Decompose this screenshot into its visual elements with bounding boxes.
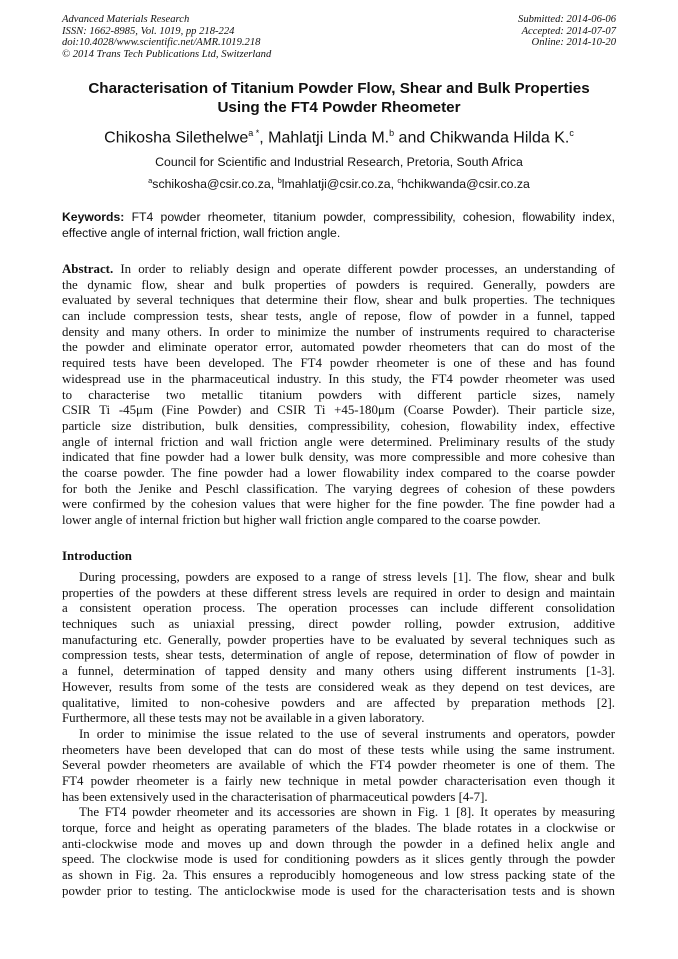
issn-line: ISSN: 1662-8985, Vol. 1019, pp 218-224	[62, 25, 235, 37]
abstract-line: the dynamic flow, shear and bulk properties of powders is required. Generally, powders are	[62, 277, 615, 292]
email-link[interactable]: schikosha@csir.co.za	[152, 177, 271, 192]
abstract-line: for both the Jenike and Peschl classification. The varying degrees of cohesion of these powders	[62, 481, 615, 496]
paragraph-line: powder prior to testing. The anticlockwise mode is used for the characterisation tests and is shown	[62, 883, 615, 898]
paragraph-line: During processing, powders are exposed to a range of stress levels [1]. The flow, shear and bulk	[79, 570, 615, 584]
abstract	[62, 262, 615, 529]
paragraph-line: anti-clockwise mode and moves up and down through the powder in a defined helix angle and	[62, 836, 615, 851]
keywords-label: Keywords:	[62, 210, 125, 224]
email-sup: a	[148, 176, 153, 185]
paragraph-line: rheometers have been developed that can do most of these tests while using the same instrument.	[62, 742, 615, 757]
email-sup: c	[397, 176, 402, 185]
email-sep: ,	[270, 177, 278, 192]
abstract-line	[62, 262, 615, 278]
abstract-line: required tests have been developed. The FT4 powder rheometer is one of these and has found	[62, 356, 615, 371]
author-sup: c	[569, 128, 574, 138]
paragraph-line: torque, force and height as operating parameters of the blades. The blade rotates in a clockwise or	[62, 821, 615, 835]
abstract-line: can include compression tests, shear tests, angle of repose, flow of powder in a funnel, tapped	[62, 309, 615, 324]
paper-title	[40, 80, 638, 117]
doi-line: doi:10.4028/www.scientific.net/AMR.1019.218	[62, 37, 261, 49]
abstract-text: In order to reliably design and operate different powder processes, an understanding of	[113, 262, 615, 276]
title-line: Using the FT4 Powder Rheometer	[217, 98, 461, 116]
email-link[interactable]: lmahlatji@csir.co.za	[281, 177, 391, 192]
abstract-line: density and many others. In order to minimize the number of instruments required to characterise	[62, 324, 615, 339]
paragraph-line: Several powder rheometers are available of which the FT4 powder rheometer is one of them. The	[62, 758, 615, 773]
paragraph-line: a funnel, determination of tapped density and many others using different instruments [1-3].	[62, 664, 615, 679]
paragraph-line: Furthermore, all these tests may not be available in a given laboratory.	[62, 711, 425, 726]
submitted-date: Submitted: 2014-06-06	[518, 14, 616, 25]
abstract-line: angle of internal friction and wall friction angle were determined. Preliminary results of the study	[62, 434, 615, 449]
paragraph-line: qualitative, limited to non-cohesive powders and are affected by preparation methods [2].	[62, 695, 615, 710]
keywords-text: FT4 powder rheometer, titanium powder, compressibility, cohesion, flowability index,	[124, 210, 615, 224]
paragraph-line: speed. The clockwise mode is used for conditioning powders as it slices gently through the powder	[62, 852, 615, 867]
author-name: Chikosha Silethelwe	[104, 129, 249, 147]
abstract-label: Abstract.	[62, 262, 114, 276]
abstract-line: the powder and eliminate operator error, automated powder rheometers that can do most of the	[62, 340, 615, 355]
paragraph-line: The FT4 powder rheometer and its accessories are shown in Fig. 1 [8]. It operates by measuring	[79, 805, 615, 820]
paragraph-line: techniques such as uniaxial pressing, direct powder rolling, powder extrusion, additive	[62, 617, 615, 632]
paragraph	[62, 727, 615, 805]
paragraph-line: properties of the powders at these different stress levels are required in order to design and maintain	[62, 585, 615, 600]
email-link[interactable]: hchikwanda@csir.co.za	[401, 177, 530, 192]
paragraph-line: manufacturing etc. Generally, powder properties have to be evaluated by several techniques such as	[62, 632, 615, 647]
paragraph-line: has been extensively used in the characterisation of pharmaceutical powders [4-7].	[62, 789, 488, 804]
author-sup: a *	[248, 128, 260, 138]
introduction-body	[62, 570, 615, 899]
abstract-line: evaluated by several techniques that determine their flow, shear and bulk properties. The techniques	[62, 293, 615, 308]
author-sup: b	[389, 128, 395, 138]
paragraph-line: compression tests, shear tests, determination of angle of repose, determination of flow of powder in	[62, 648, 615, 663]
author-emails	[40, 176, 638, 191]
paragraph-line: as shown in Fig. 2a. This ensures a reproducibly homogeneous and low stress packing state of the	[62, 868, 615, 883]
affiliation: Council for Scientific and Industrial Research, Pretoria, South Africa	[155, 155, 523, 169]
paragraph-line: a consistent operation process. The operation processes can include different consolidation	[62, 601, 615, 616]
author-name: , Mahlatji Linda M.	[259, 129, 390, 147]
paragraph-line: However, results from some of the tests are considered weak as they depend on test devices, are	[62, 679, 615, 694]
abstract-line: were confirmed by the cohesion values that were higher for the fine powder. The fine powder had a	[62, 497, 615, 512]
keywords	[62, 210, 615, 242]
abstract-line: the coarse powder. The fine powder had a lower flowability index compared to the coarse powder	[62, 465, 615, 480]
email-sep: ,	[390, 177, 398, 192]
author-name: and Chikwanda Hilda K.	[394, 129, 570, 147]
paragraph	[62, 805, 615, 899]
paragraph-line: FT4 powder rheometer is a fairly new technique in metal powder characterisation even though it	[62, 773, 615, 788]
journal-name: Advanced Materials Research	[62, 14, 190, 25]
email-sup: b	[277, 176, 282, 185]
abstract-line: to characterise two metallic titanium powders with different particle sizes, namely	[62, 387, 615, 402]
online-date: Online: 2014-10-20	[531, 37, 616, 49]
journal-info	[62, 14, 271, 61]
paragraph	[62, 570, 615, 727]
publication-dates	[518, 14, 616, 49]
abstract-line: indicated that fine powder had a lower bulk density, was more compressible and more cohesive than	[62, 450, 615, 465]
copyright-line: © 2014 Trans Tech Publications Ltd, Switzerland	[62, 49, 272, 61]
section-heading-introduction: Introduction	[62, 549, 132, 563]
authors	[40, 128, 638, 147]
paragraph-line: In order to minimise the issue related to the use of several instruments and operators, powder	[79, 726, 615, 741]
accepted-date: Accepted: 2014-07-07	[521, 25, 616, 37]
abstract-line: CSIR Ti -45μm (Fine Powder) and CSIR Ti +45-180μm (Coarse Powder). Their particle size,	[62, 403, 615, 418]
keywords-text: effective angle of internal friction, wall friction angle.	[62, 225, 341, 240]
abstract-line: widespread use in the pharmaceutical industry. In this study, the FT4 powder rheometer was used	[62, 371, 615, 386]
title-line: Characterisation of Titanium Powder Flow, Shear and Bulk Properties	[88, 80, 590, 97]
abstract-line: particle size distribution, bulk densities, compressibility, cohesion, flowability index, effective	[62, 418, 615, 433]
abstract-line: lower angle of internal friction but higher wall friction angle compared to the coarse powder.	[62, 513, 541, 527]
